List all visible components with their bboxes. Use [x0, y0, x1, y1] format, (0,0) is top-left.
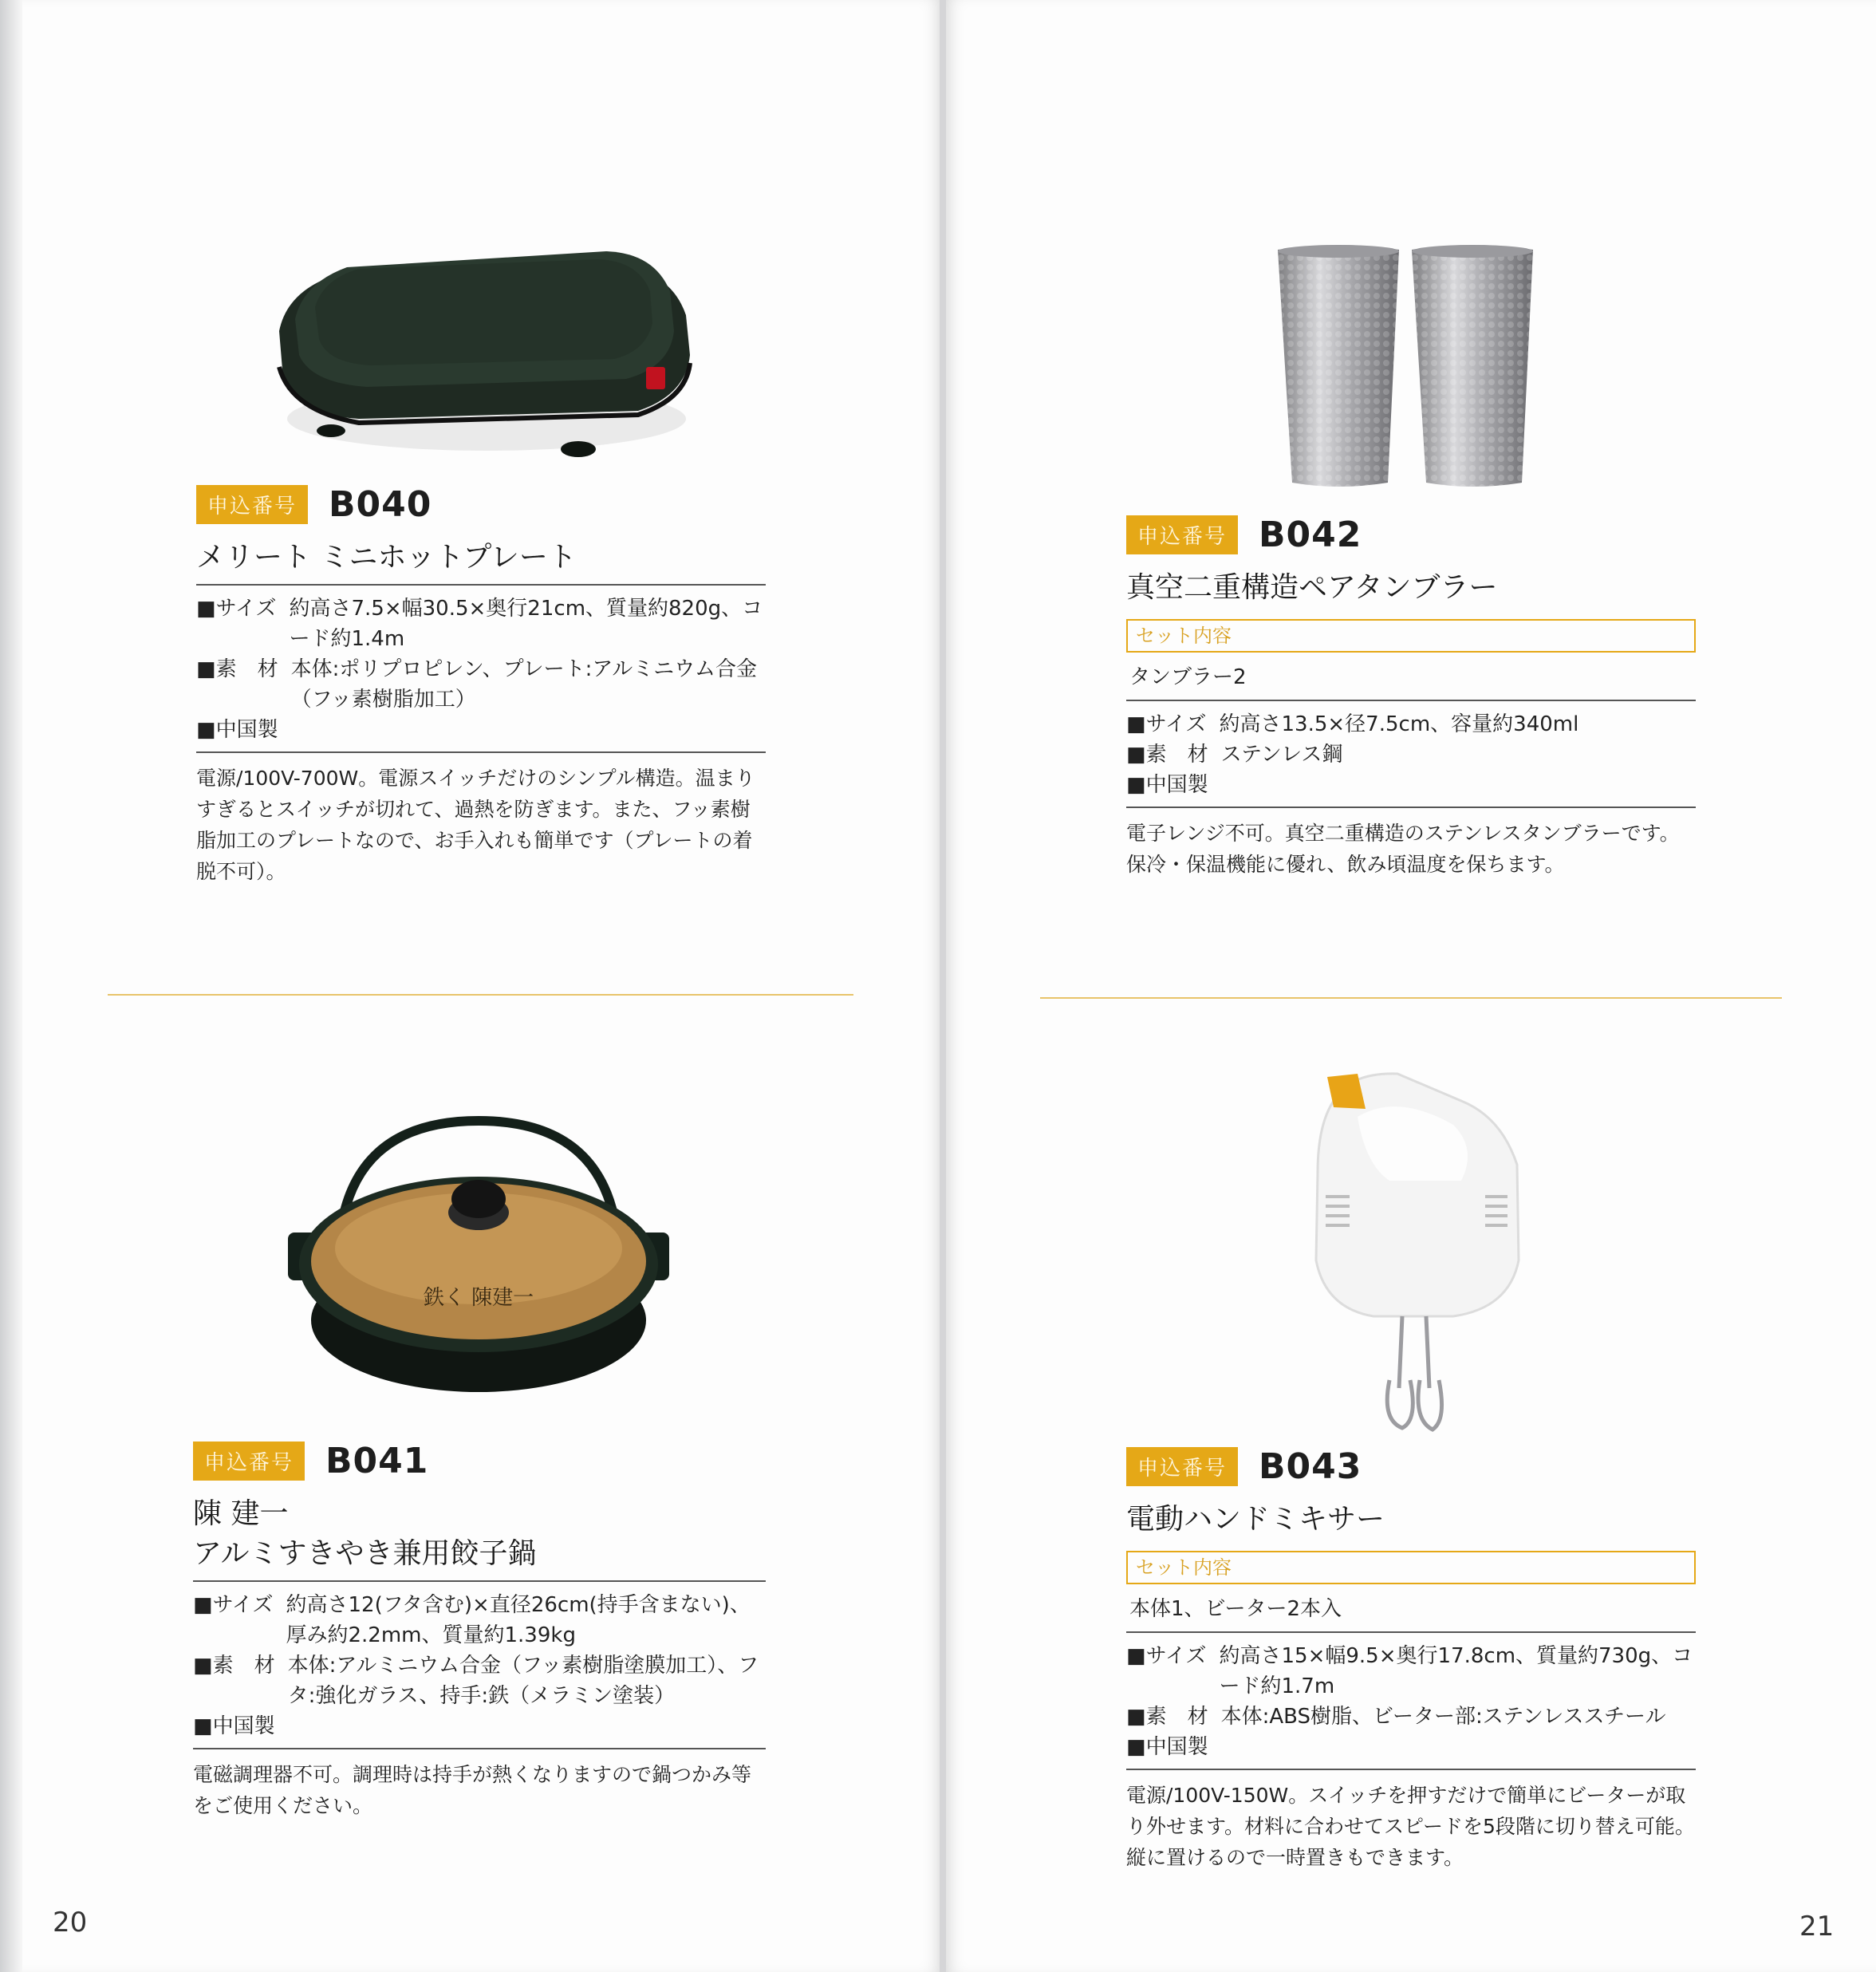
section-rule [1126, 1631, 1696, 1633]
spec-label: ■素 材 [1126, 743, 1208, 767]
spec-label: ■サイズ [1126, 712, 1207, 736]
lid-text: 鉄く 陳建一 [423, 1286, 534, 1310]
product-name: 陳 建一 アルミすきやき兼用餃子鍋 [193, 1497, 537, 1570]
product-description: 電源/100V-150W。スイッチを押すだけで簡単にビーターが取り外せます。材料に合わせてスピードを5段階に切り替え可能。縦に置けるので一時置きもできます。 [1126, 1784, 1695, 1869]
right-page [946, 0, 1876, 1972]
product-b042 [1126, 515, 1696, 880]
order-number-badge: 申込番号 [1126, 515, 1238, 554]
product-code: B041 [325, 1441, 429, 1481]
product-b041 [193, 1441, 766, 1821]
spec-list [196, 594, 766, 745]
spec-text: 本体:ポリプロピレン、プレート:アルミニウム合金（フッ素樹脂加工） [290, 657, 758, 712]
order-number-badge: 申込番号 [196, 485, 308, 524]
product-b043 [1126, 1446, 1696, 1873]
section-rule [1126, 807, 1696, 808]
spec-text: ステンレス鋼 [1220, 743, 1343, 767]
page-number: 20 [53, 1907, 88, 1938]
spec-text: 約高さ13.5×径7.5cm、容量約340ml [1219, 712, 1579, 736]
spec-label: ■素 材 [196, 657, 278, 681]
spec-list [193, 1590, 766, 1741]
section-rule [1126, 1769, 1696, 1770]
origin-label: ■中国製 [193, 1714, 275, 1738]
set-content: 本体1、ビーター2本入 [1129, 1597, 1342, 1621]
tumblers-image [1276, 243, 1539, 491]
page-edge [0, 0, 22, 1972]
product-description: 電源/100V-700W。電源スイッチだけのシンプル構造。温まりすぎるとスイッチが切れて、過熱を防ぎます。また、フッ素樹脂加工のプレートなので、お手入れも簡単です（プレートの着脱不可）。 [196, 767, 755, 883]
spec-text: 約高さ12(フタ含む)×直径26cm(持手含まない)、厚み約2.2mm、質量約1.39kg [286, 1593, 751, 1647]
spec-list [1126, 709, 1696, 800]
section-divider [108, 994, 853, 996]
set-content-label: セット内容 [1126, 619, 1696, 653]
section-rule [193, 1748, 766, 1749]
spec-text: 約高さ7.5×幅30.5×奥行21cm、質量約820g、コード約1.4m [289, 597, 763, 651]
spec-text: 本体:アルミニウム合金（フッ素樹脂塗膜加工）、フタ:強化ガラス、持手:鉄（メラミン塗装） [287, 1654, 759, 1708]
spec-list [1126, 1641, 1696, 1762]
product-name: 電動ハンドミキサー [1126, 1503, 1385, 1536]
nabe-pot-image [283, 1113, 674, 1400]
order-number-badge: 申込番号 [193, 1442, 305, 1481]
set-content-label: セット内容 [1126, 1551, 1696, 1584]
page-number: 21 [1799, 1911, 1835, 1942]
product-code: B040 [329, 484, 432, 525]
set-content: タンブラー2 [1129, 665, 1247, 689]
origin-label: ■中国製 [1126, 773, 1208, 797]
spec-text: 約高さ15×幅9.5×奥行17.8cm、質量約730g、コード約1.7m [1219, 1644, 1693, 1698]
product-description: 電磁調理器不可。調理時は持手が熱くなりますので鍋つかみ等をご使用ください。 [193, 1763, 752, 1817]
origin-label: ■中国製 [196, 718, 278, 742]
spec-label: ■サイズ [196, 597, 277, 621]
product-code: B043 [1259, 1446, 1362, 1487]
product-name: 真空二重構造ペアタンブラー [1126, 571, 1498, 604]
hot-plate-image [271, 219, 702, 467]
product-name: メリート ミニホットプレート [196, 541, 577, 574]
section-divider [1040, 997, 1782, 999]
origin-label: ■中国製 [1126, 1735, 1208, 1759]
spec-label: ■素 材 [193, 1654, 275, 1678]
hand-mixer-image [1302, 1069, 1525, 1436]
product-description: 電子レンジ不可。真空二重構造のステンレスタンブラーです。保冷・保温機能に優れ、飲み頃温度を保ちます。 [1126, 822, 1680, 876]
order-number-badge: 申込番号 [1126, 1447, 1238, 1486]
spec-text: 本体:ABS樹脂、ビーター部:ステンレススチール [1220, 1705, 1666, 1729]
product-code: B042 [1259, 515, 1362, 555]
product-b040 [196, 484, 766, 887]
spec-label: ■素 材 [1126, 1705, 1208, 1729]
spec-label: ■サイズ [193, 1593, 274, 1617]
section-rule [193, 1580, 766, 1582]
section-rule [196, 751, 766, 753]
section-rule [196, 584, 766, 586]
spec-label: ■サイズ [1126, 1644, 1207, 1668]
section-rule [1126, 700, 1696, 701]
